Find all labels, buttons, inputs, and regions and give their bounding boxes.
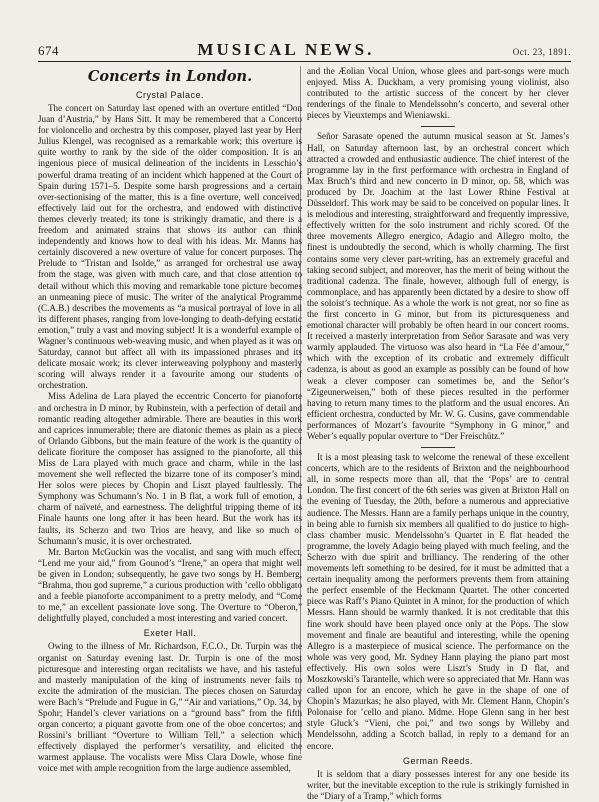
article-paragraph: and the Æolian Vocal Union, whose glees and part-songs were much enjoyed. Miss A. Duckham, a very promising young violinist, also contributed to the artistic success of the concert by her clever renderings of the finale to Mendelssohn’s concerto, and several other pieces by Vieuxtemps and Wieniawski. xyxy=(307,66,569,121)
issue-date: Oct. 23, 1891. xyxy=(512,47,571,57)
article-paragraph: It is seldom that a diary possesses interest for any one beside its writer, but the inevitable exception to the rule is strikingly furnished in the “Diary of a Tramp,” which forms xyxy=(307,768,569,801)
page-header xyxy=(38,40,571,60)
article-paragraph: Señor Sarasate opened the autumn musical season at St. James’s Hall, on Saturday afternoon last, by an orchestral concert which attracted a crowded and enthusiastic audience. The chief interest of the programme lay in the first performance with orchestra in England of Max Bruch’s third and new concerto in D minor, op. 58, which was produced by Dr. Joachim at the last Lower Rhine Festival at Düsseldorf. This work may be said to be conceived on popular lines. It is melodious and interesting, straightforward and frequently impressive, effectively written for the solo instrument and richly scored. Of the three movements Allegro energico, Adagio and Allegro molto, the finest is undoubtedly the second, which is wholly charming. The first contains some very clever part-writing, has an extremely graceful and taking second subject, and moreover, has the merit of being without the traditional cadenza. The finale, however, although full of energy, is commonplace, and has apparently been dictated by a desire to show off the soloist’s technique. As a whole the work is not great, nor so fine as the first concerto in G minor, but from its picturesqueness and emotional character will probably be often heard in our concert rooms. It received a masterly interpretation from Señor Sarasate and was very warmly applauded. The virtuoso was also heard in “La Fée d’amour,” which with the exception of its crobatic and extremely difficult cadenza, is about as good an example as possibly can be found of how weak a clever composer can sometimes be, and the Señor’s “Zigeunerweisen,” both of these pieces resulted in the performer having to return many times to the platform and the usual encores. An efficient orchestra, conducted by Mr. W. G. Cusins, gave commendable performances of Mozart’s favourite “Symphony in G minor,” and Weber’s equally popular overture to “Der Freischütz.” xyxy=(307,131,569,441)
right-column xyxy=(307,66,569,801)
section-heading: Concerts in London. xyxy=(87,68,253,85)
section-divider xyxy=(421,126,455,127)
left-column xyxy=(38,66,302,774)
article-paragraph: Miss Adelina de Lara played the eccentric Concerto for pianoforte and orchestra in D minor, by Rubinstein, with a perfection of detail and romantic reading altogether admirable. There are beauties in this work and caprices innumerable; there are diatonic themes as plain as a piece of Orlando Gibbons, but the main feature of the work is the quantity of delicate fioriture the composer has assigned to the pianoforte, all this Miss de Lara played with much grace and charm, while in the last movement she well reflected the bizarre tone of its composer’s mind. Her solos were pieces by Chopin and Liszt played faultlessly. The Symphony was Schumann’s No. 1 in B flat, a work full of emotion, a charm of naïveté, and earnestness. The delightful tripping theme of its Finale haunts one long after it has been heard. But the work has its faults, its Scherzo and two Trios are heavy, and like so much of Schumann’s music, it is over orchestrated. xyxy=(38,391,302,546)
journal-title: MUSICAL NEWS. xyxy=(197,40,375,59)
article-paragraph: It is a most pleasing task to welcome the renewal of these excellent concerts, which are to the residents of Brixton and the neighbourhood all, in some respects more than all, that the ‘Pops’ are to central London. The first concert of the 6th series was given at Brixton Hall on the evening of Tuesday, the 20th, before a numerous and appreciative audience. The Messrs. Hann are a family perhaps unique in the country, in being able to furnish six members all qualified to do justice to high-class chamber music. Mendelssohn’s Quartet in E flat headed the programme, the lovely Adagio being played with much feeling, and the Scherzo with due spirit and brilliancy. The rendering of the other movements left something to be desired, for it must be admitted that a certain inequality among the performers prevents them from attaining the perfect ensemble of the Heckmann Quartet. The other concerted piece was Raff’s Piano Quintet in A minor, for the production of which Messrs. Hann should be warmly thanked. It is not creditable that this fine work should have been played once only at the Pops. The slow movement and finale are beautiful and interesting, while the opening Allegro is a masterpiece of musical science. The performance on the whole was very good, Mr. Sydney Hann playing the piano part most effectively. His own solos were Liszt’s Study in D flat, and Moszkowski’s Tarantelle, which were so appreciated that Mr. Hann was called upon for an encore, which he gave in the shape of one of Chopin’s Mazurkas; he also played, with Mr. Clement Hann, Chopin’s Polonaise for ’cello and piano. Mdme. Hope Glenn sang in her best style Gluck’s “Vieni, che poi,” and two songs by Willeby and Mendelssohn, adding a Scotch ballad, in reply to a demand for an encore. xyxy=(307,452,569,751)
german-reeds-heading: German Reeds. xyxy=(402,755,474,766)
crystal-palace-heading: Crystal Palace. xyxy=(135,90,205,100)
section-divider xyxy=(421,447,455,448)
header-rule xyxy=(38,61,571,62)
article-paragraph: Mr. Barton McGuckin was the vocalist, and sang with much effect, “Lend me your aid,” from Gounod’s “Irene,” an opera that might well be given in London; subsequently, he gave two songs by H. Bemberg, “Brahma, thou god supreme,” a curious production with ’cello obbligato and a feeble pianoforte accompaniment to a pretty melody, and “Come to me,” an excellent passionate love song. The Overture to “Oberon,” delightfully played, concluded a most interesting and varied concert. xyxy=(38,546,302,624)
page-number: 674 xyxy=(38,43,59,58)
exeter-hall-heading: Exeter Hall. xyxy=(143,628,197,639)
article-paragraph: The concert on Saturday last opened with an overture entitled “Don Juan d’Austria,” by Hans Sitt. It may be remembered that a Concerto for violoncello and orchestra by this composer, played last year by Herr Julius Klengel, was recognised as a remarkable work; this overture is quite worthy to rank by the side of the older composition. It is an ingenious piece of musical delineation of the incidents in Lesschio’s powerful drama treating of an incident which happened at the Court of Spain during 1571–5. Despite some harsh progressions and a certain over-sectionising of the matter, this is a fine overture, well conceived, effectively laid out for the orchestra, and endowed with distinctive themes cleverly treated; its tone is strikingly dramatic, and there is a freedom and animated strains that shows its author can think independently and knows how to deal with his ideas. Mr. Manns has certainly discovered a new overture of value for concert purposes. The Prelude to “Tristan and Isolde,” as arranged for orchestral use away from the stage, was given with much care, and that close attention to detail without which this moving and remarkable tone picture becomes an unmeaning piece of music. The writer of the analytical Programme (C.A.B.) describes the movements as “a musical portrayal of love in all its different phases, ranging from love-longing to death-defying ecstatic emotion,” truly a vast and moving subject! It is a wonderful example of Wagner’s continuous web-weaving music, and when played as it was on Saturday, cannot but affect all with its impassioned phrases and its delicate mosaic work; its clever interweaving polyphony and masterly scoring will always render it a favourite among our students of orchestration. xyxy=(38,103,302,391)
article-paragraph: Owing to the illness of Mr. Richardson, F.C.O., Dr. Turpin was the organist on Saturday evening last. Dr. Turpin is one of the most picturesque and interesting organ recitalists we have, and his tasteful and masterly manipulation of the king of instruments never fails to excite the admiration of the musician. The pieces chosen on Saturday were Bach’s “Prelude and Fugue in G,” “Air and variations,” Op. 34, by Spohr; Handel’s clever variations on a “ground bass” from the fifth organ concerto; a piquant gavotte from one of the oboe concertos; and Rossini’s brilliant “Overture to William Tell,” a selection which effectively displayed the performer’s versatility, and elicited the warmest applause. The vocalists were Miss Clara Dowle, whose fine voice met with ample recognition from the large audience assembled, xyxy=(38,641,302,774)
